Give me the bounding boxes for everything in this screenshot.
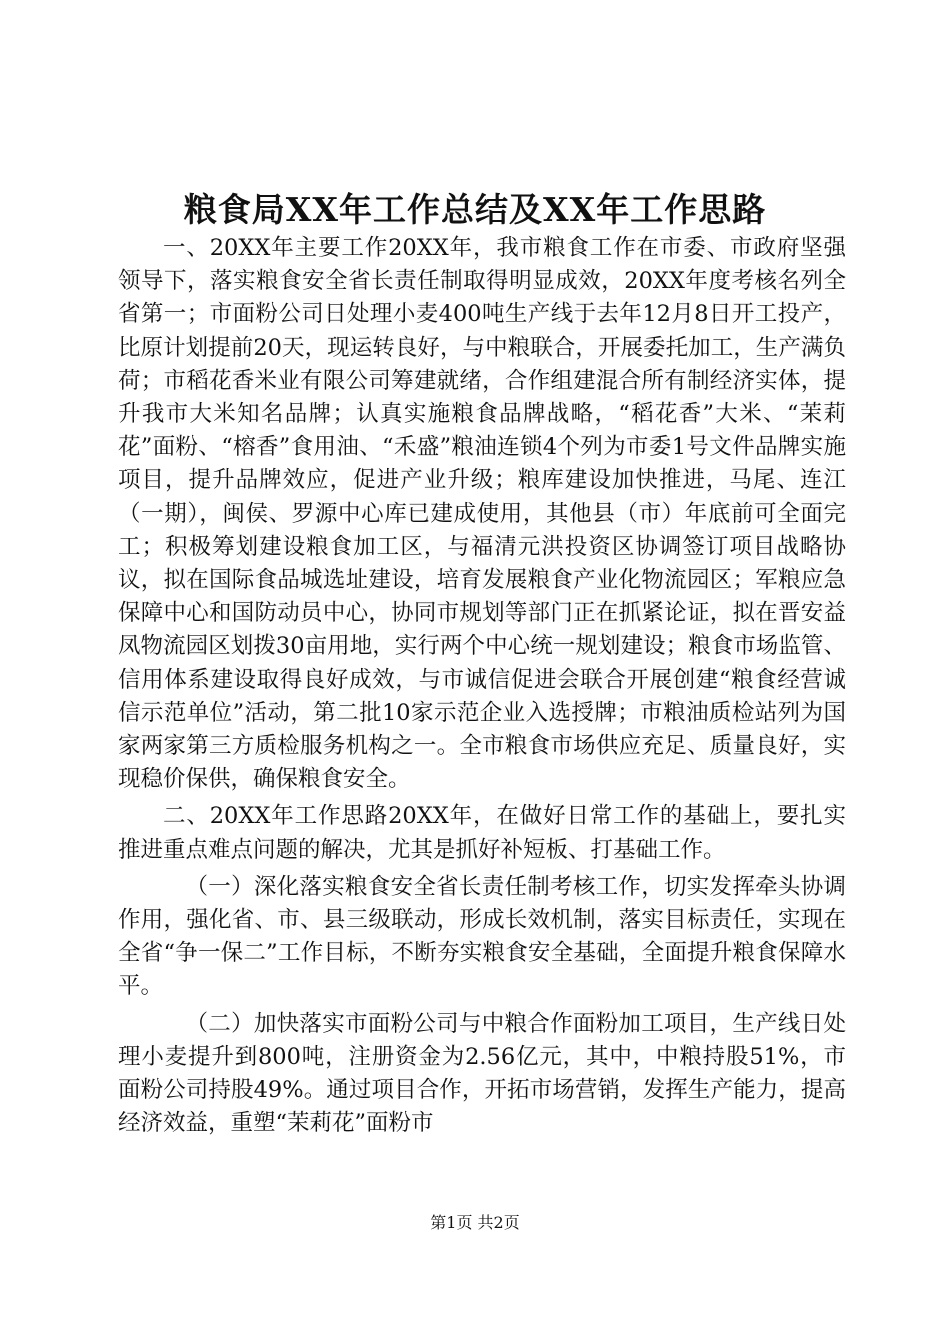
paragraph-work-plan: 二、20XX年工作思路20XX年，在做好日常工作的基础上，要扎实推进重点难点问题的解决，尤其是抓好补短板、打基础工作。 (118, 803, 846, 863)
document-body (118, 232, 846, 1140)
paragraph-plan-item-1: （一）深化落实粮食安全省长责任制考核工作，切实发挥牵头协调作用，强化省、市、县三级联动，形成长效机制，落实目标责任，实现在全省“争一保二”工作目标，不断夯实粮食安全基础，全面提升粮食保障水平。 (118, 873, 846, 1000)
paragraph-main-work: 一、20XX年主要工作20XX年，我市粮食工作在市委、市政府坚强领导下，落实粮食安全省长责任制取得明显成效，20XX年度考核名列全省第一；市面粉公司日处理小麦400吨生产线于去年12月8日开工投产，比原计划提前20天，现运转良好，与中粮联合，开展委托加工，生产满负荷；市稻花香米业有限公司筹建就绪，合作组建混合所有制经济实体，提升我市大米知名品牌；认真实施粮食品牌战略，“稻花香”大米、“茉莉花”面粉、“榕香”食用油、“禾盛”粮油连锁4个列为市委1号文件品牌实施项目，提升品牌效应，促进产业升级；粮库建设加快推进，马尾、连江（一期），闽侯、罗源中心库已建成使用，其他县（市）年底前可全面完工；积极筹划建设粮食加工区，与福清元洪投资区协调签订项目战略协议，拟在国际食品城选址建设，培育发展粮食产业化物流园区；军粮应急保障中心和国防动员中心，协同市规划等部门正在抓紧论证，拟在晋安益凤物流园区划拨30亩用地，实行两个中心统一规划建设；粮食市场监管、信用体系建设取得良好成效，与市诚信促进会联合开展创建“粮食经营诚信示范单位”活动，第二批10家示范企业入选授牌；市粮油质检站列为国家两家第三方质检服务机构之一。全市粮食市场供应充足、质量良好，实现稳价保供，确保粮食安全。 (118, 235, 846, 793)
paragraph-plan-item-2: （二）加快落实市面粉公司与中粮合作面粉加工项目，生产线日处理小麦提升到800吨，注册资金为2.56亿元，其中，中粮持股51%，市面粉公司持股49%。通过项目合作，开拓市场营销，发挥生产能力，提高经济效益，重塑“茉莉花”面粉市 (118, 1010, 846, 1137)
document-title: 粮食局XX年工作总结及XX年工作思路 (183, 190, 767, 229)
page-number-footer: 第1页 共2页 (430, 1213, 520, 1232)
